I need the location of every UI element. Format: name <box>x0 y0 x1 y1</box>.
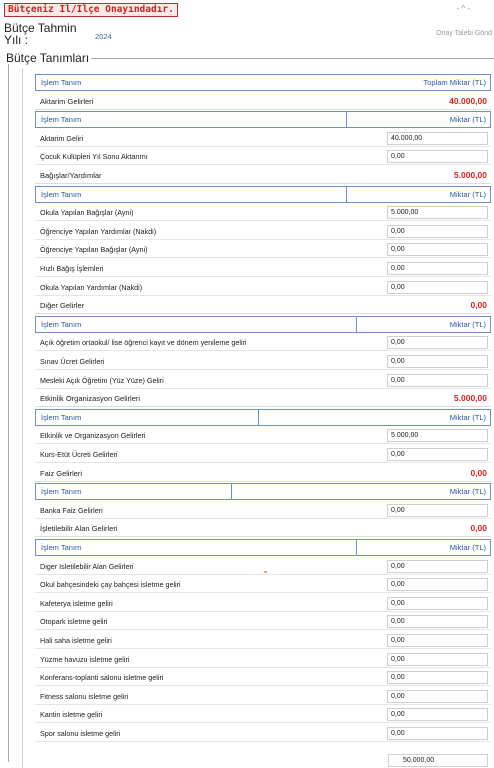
budget-item-amount-input[interactable]: 0,00 <box>387 281 488 294</box>
budget-item-row <box>35 427 491 444</box>
category-row <box>35 297 491 314</box>
column-header-name: İşlem Tanım <box>41 543 82 552</box>
budget-item-row <box>35 595 491 612</box>
category-name: Diğer Gelirler <box>40 301 85 311</box>
column-header-name: İşlem Tanım <box>41 319 82 329</box>
budget-item-name: Diger Isletilebilir Alan Gelirleri <box>40 561 134 571</box>
category-row <box>35 93 491 110</box>
category-row <box>35 167 491 184</box>
category-row <box>35 465 491 482</box>
category-name: İşletilebilir Alan Gelirleri <box>40 524 118 534</box>
budget-item-row <box>35 279 491 296</box>
category-total: 5.000,00 <box>453 170 487 180</box>
column-separator <box>231 484 232 499</box>
section-title: Bütçe Tanımları <box>6 51 90 65</box>
budget-item-name: Fitness salonu isletme geliri <box>40 691 129 701</box>
budget-item-name: Çocuk Kulüpleri Yıl Sonu Aktarımı <box>40 152 148 162</box>
category-total: 5.000,00 <box>453 393 487 404</box>
column-header-amount: Miktar (TL) <box>449 543 486 552</box>
budget-item-name: Aktarim Geliri <box>40 133 84 143</box>
budget-item-row <box>35 669 491 686</box>
column-header-amount: Miktar (TL) <box>449 412 486 422</box>
budget-item-row <box>35 632 491 649</box>
budget-item-amount-input[interactable]: 0,00 <box>387 504 488 517</box>
budget-item-amount-input[interactable]: 0,00 <box>387 336 488 349</box>
budget-item-name: Öğrenciye Yapılan Yardımlar (Nakdi) <box>40 226 157 236</box>
budget-item-row <box>35 130 491 147</box>
budget-item-amount-input[interactable]: 0,00 <box>387 708 488 721</box>
column-separator <box>258 410 259 425</box>
budget-item-amount-input[interactable]: 0,00 <box>387 578 488 591</box>
column-separator <box>346 112 347 127</box>
budget-item-amount-input[interactable]: 5.000,00 <box>387 429 488 442</box>
budget-item-amount-input[interactable]: 0,00 <box>387 225 488 238</box>
column-header-amount: Miktar (TL) <box>449 115 486 125</box>
column-separator <box>356 540 357 555</box>
category-name: Bağışlar/Yardımlar <box>40 171 102 180</box>
budget-item-row <box>35 204 491 221</box>
budget-item-row <box>35 576 491 593</box>
budget-item-row <box>35 353 491 370</box>
budget-item-name: Banka Faiz Gelirleri <box>40 505 103 515</box>
budget-item-name: Okula Yapılan Bağışlar (Ayni) <box>40 208 134 218</box>
budget-item-amount-input[interactable]: 0,00 <box>387 560 488 573</box>
budget-item-name: Otopark isletme geliri <box>40 617 108 627</box>
budget-item-amount-input[interactable]: 40.000,00 <box>387 132 488 145</box>
budget-item-amount-input[interactable]: 0,00 <box>387 262 488 275</box>
budget-item-amount-input[interactable]: 0,00 <box>387 634 488 647</box>
budget-item-row <box>35 241 491 258</box>
budget-item-name: Hali saha isletme geliri <box>40 636 112 645</box>
column-header-amount: Miktar (TL) <box>449 189 486 199</box>
category-total: 40.000,00 <box>449 95 487 106</box>
column-header-row <box>35 316 491 333</box>
budget-item-amount-input[interactable]: 5.000,00 <box>387 206 488 219</box>
budget-item-row <box>35 223 491 240</box>
column-header-row <box>35 74 491 91</box>
column-separator <box>346 187 347 202</box>
budget-item-amount-input[interactable]: 0,00 <box>387 150 488 163</box>
column-header-amount: Miktar (TL) <box>449 487 486 497</box>
category-name: Faiz Gelirleri <box>40 468 83 478</box>
budget-item-row <box>35 260 491 277</box>
budget-item-name: Spor salonu isletme geliri <box>40 729 121 738</box>
category-total: 0,00 <box>470 467 487 478</box>
budget-item-name: Öğrenciye Yapılan Bağışlar (Ayni) <box>40 245 148 255</box>
budget-item-row <box>35 651 491 668</box>
top-mark: - ^ - <box>456 4 470 13</box>
budget-item-amount-input[interactable]: 0,00 <box>387 448 488 461</box>
budget-item-row <box>35 725 491 742</box>
budget-item-row <box>35 148 491 165</box>
column-separator <box>356 317 357 332</box>
budget-item-row <box>35 372 491 389</box>
budget-item-row <box>35 502 491 519</box>
budget-item-row <box>35 688 491 705</box>
column-header-name: İşlem Tanım <box>41 412 82 422</box>
column-header-row <box>35 483 491 500</box>
budget-item-name: Etkinlik ve Organizasyon Gelirleri <box>40 431 146 441</box>
column-header-amount: Toplam Miktar (TL) <box>423 78 486 87</box>
column-header-name: İşlem Tanım <box>41 115 82 125</box>
column-header-row <box>35 186 491 203</box>
column-header-row <box>35 409 491 426</box>
grand-total-field: 50.000,00 <box>388 754 488 767</box>
budget-item-amount-input[interactable]: 0,00 <box>387 355 488 368</box>
column-header-amount: Miktar (TL) <box>449 319 486 329</box>
scan-speck <box>264 571 267 573</box>
budget-item-name: Okula Yapılan Yardımlar (Nakdi) <box>40 282 143 292</box>
budget-item-amount-input[interactable]: 0,00 <box>387 671 488 684</box>
category-total: 0,00 <box>470 523 487 534</box>
budget-item-name: Mesleki Açık Öğretim (Yüz Yüze) Geliri <box>40 375 164 385</box>
budget-item-name: Hızlı Bağış İşlemleri <box>40 264 104 273</box>
category-row <box>35 390 491 407</box>
budget-year-label <box>4 22 77 46</box>
approval-request-button[interactable]: Onay Talebi Gönd <box>436 30 492 37</box>
column-header-name: İşlem Tanım <box>41 78 82 87</box>
budget-item-name: Sınav Ücret Gelirleri <box>40 357 105 366</box>
budget-year-label-line2: Yılı : <box>4 33 29 47</box>
budget-item-name: Açık öğretim ortaokul/ lise öğrenci kayıt ve dönem yenileme geliri <box>40 338 247 348</box>
budget-item-name: Kafeterya isletme geliri <box>40 598 113 608</box>
budget-item-row <box>35 706 491 723</box>
budget-item-amount-input[interactable]: 0,00 <box>387 653 488 666</box>
category-row <box>35 520 491 537</box>
budget-item-name: Konferans-toplanti salonu isletme geliri <box>40 673 164 683</box>
column-header-row <box>35 111 491 128</box>
budget-item-amount-input[interactable]: 0,00 <box>387 243 488 256</box>
budget-item-name: Yüzme havuzu isletme geliri <box>40 654 130 664</box>
budget-item-row <box>35 613 491 630</box>
budget-item-amount-input[interactable]: 0,00 <box>387 374 488 387</box>
budget-year-value: 2024 <box>95 32 112 41</box>
category-total: 0,00 <box>470 300 487 311</box>
budget-item-amount-input[interactable]: 0,00 <box>387 727 488 740</box>
category-name: Aktarim Gelirleri <box>40 96 94 106</box>
budget-year-label-line1: Bütçe Tahmin <box>4 21 77 35</box>
budget-item-row <box>35 446 491 463</box>
column-header-name: İşlem Tanım <box>41 189 82 199</box>
budget-item-amount-input[interactable]: 0,00 <box>387 597 488 610</box>
budget-item-name: Okul bahçesindeki çay bahçesi isletme geliri <box>40 580 181 590</box>
budget-item-amount-input[interactable]: 0,00 <box>387 690 488 703</box>
budget-item-name: Kurs-Etüt Ücreti Gelirleri <box>40 450 118 459</box>
column-header-row <box>35 539 491 556</box>
budget-item-row <box>35 558 491 575</box>
category-name: Etkinlik Organizasyon Gelirleri <box>40 394 141 404</box>
budget-item-row <box>35 334 491 351</box>
budget-item-amount-input[interactable]: 0,00 <box>387 615 488 628</box>
approval-status-banner: Bütçeniz İl/İlçe Onayındadır. <box>4 3 178 17</box>
column-header-name: İşlem Tanım <box>41 487 82 497</box>
budget-item-name: Kantin isletme geliri <box>40 710 103 720</box>
